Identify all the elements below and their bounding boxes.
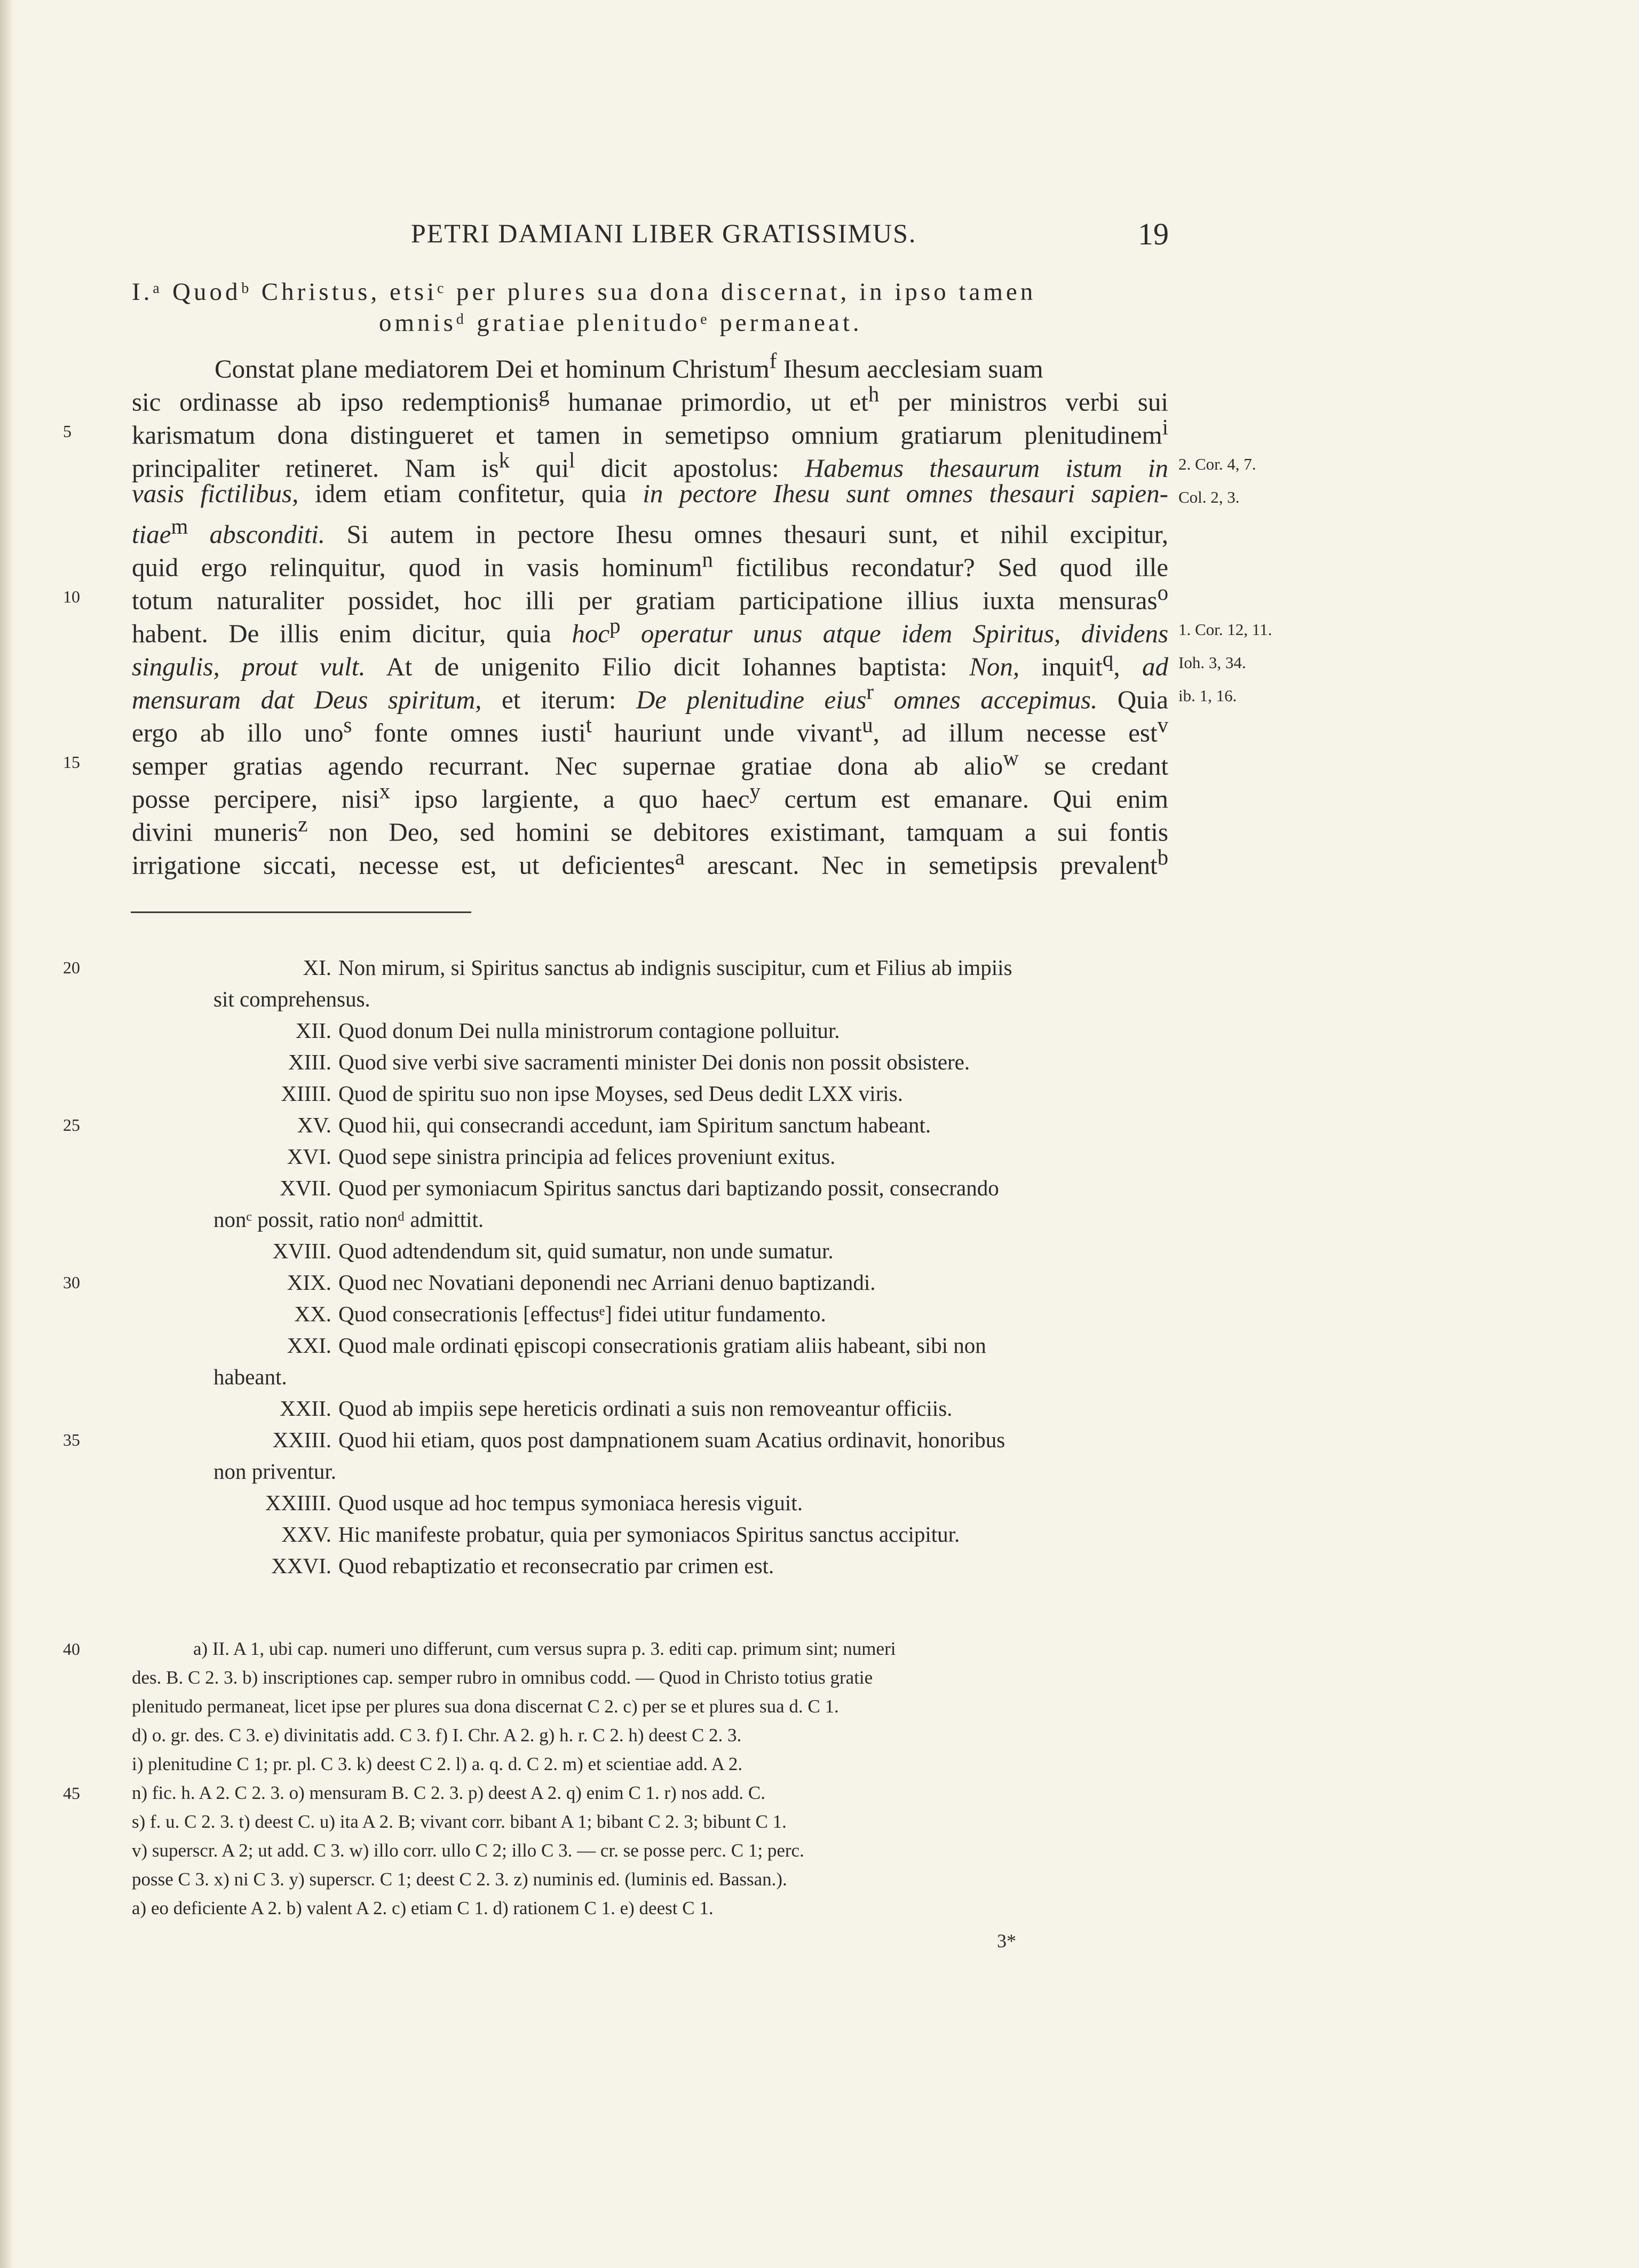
footnote-line: i) plenitudine C 1; pr. pl. C 3. k) deest C 2. l) a. q. d. C 2. m) et scientiae add. A 2.	[132, 1754, 743, 1774]
margin-reference: Col. 2, 3.	[1178, 488, 1240, 506]
footnote-line: a) II. A 1, ubi cap. numeri uno differunt, cum versus supra p. 3. editi cap. primum sint; numeri	[193, 1638, 896, 1659]
chapter-list-number: XVIII.	[272, 1239, 331, 1263]
chapter-list-text: Quod ab impiis sepe hereticis ordinati a suis non removeantur officiis.	[338, 1396, 953, 1421]
chapter-list-text: Non mirum, si Spiritus sanctus ab indignis suscipitur, cum et Filius ab impiis	[338, 955, 1012, 980]
chapter-list-text: Quod consecrationis [effectusᵉ] fidei utitur fundamento.	[338, 1302, 826, 1326]
chapter-list-number: XXIIII.	[265, 1490, 331, 1515]
chapter-list-continuation: habeant.	[213, 1365, 287, 1389]
body-line: divini muneris$^z$ non Deo, sed homini se debitores existimant, tamquam a sui fontis	[132, 812, 1168, 847]
footnote-line: n) fic. h. A 2. C 2. 3. o) mensuram B. C 2. 3. p) deest A 2. q) enim C 1. r) nos add. C.	[132, 1782, 765, 1803]
footnote-line: d) o. gr. des. C 3. e) divinitatis add. C 3. f) I. Chr. A 2. g) h. r. C 2. h) deest C 2. 3.	[132, 1725, 742, 1746]
chapter-list-text: Quod usque ad hoc tempus symoniaca heresis viguit.	[338, 1490, 803, 1515]
body-line: mensuram dat Deus spiritum, et iterum: De plenitudine eius$^r$ omnes accepimus. Quia	[132, 680, 1169, 715]
line-number: 45	[63, 1783, 80, 1803]
chapter-list-number: XXI.	[287, 1333, 331, 1358]
chapter-list-number: XIIII.	[281, 1081, 331, 1106]
chapter-list-text: Quod sepe sinistra principia ad felices proveniunt exitus.	[338, 1144, 836, 1169]
footnote-line: plenitudo permaneat, licet ipse per plures sua dona discernat C 2. c) per se et plures sua d. C 1.	[132, 1696, 839, 1717]
chapter-list-number: XXVI.	[271, 1553, 331, 1578]
chapter-list-continuation: nonᶜ possit, ratio nonᵈ admittit.	[213, 1207, 484, 1232]
margin-reference: ib. 1, 16.	[1178, 686, 1237, 705]
signature-mark: 3*	[997, 1930, 1016, 1952]
body-line: irrigatione siccati, necesse est, ut deficientes$^a$ arescant. Nec in semetipsis prevalent$^b$	[132, 845, 1168, 880]
running-header: PETRI DAMIANI LIBER GRATISSIMUS.	[411, 218, 917, 248]
body-line: vasis fictilibus, idem etiam confitetur, quia in pectore Ihesu sunt omnes thesauri sapien-	[132, 479, 1168, 508]
body-line: posse percipere, nisi$^x$ ipso largiente, a quo haec$^y$ certum est emanare. Qui enim	[132, 779, 1168, 814]
line-number: 40	[63, 1639, 80, 1659]
footnote-line: posse C 3. x) ni C 3. y) superscr. C 1; deest C 2. 3. z) numinis ed. (luminis ed. Bassan.).	[132, 1869, 787, 1890]
margin-reference: 2. Cor. 4, 7.	[1178, 455, 1256, 473]
line-number: 20	[63, 958, 80, 977]
chapter-list-number: XII.	[295, 1018, 331, 1043]
line-number: 25	[63, 1115, 80, 1135]
page-number: 19	[1138, 217, 1169, 251]
chapter-list-number: XIII.	[288, 1050, 331, 1074]
chapter-list-text: Quod hii etiam, quos post dampnationem suam Acatius ordinavit, honoribus	[338, 1428, 1005, 1452]
body-line: principaliter retineret. Nam $is^k$ qui$^l$ dicit apostolus: Habemus thesaurum istum in	[132, 448, 1169, 483]
chapter-list-number: XVI.	[287, 1144, 331, 1169]
line-number: 35	[63, 1430, 80, 1449]
body-line: sic ordinasse ab ipso redemptionis$^g$ humanae primordio, ut $et^h$ per ministros verbi sui	[132, 382, 1168, 417]
body-line: ergo ab illo uno$^s$ fonte omnes iusti$^t$ hauriunt unde vivant$^u$, ad illum necesse est$^v$	[132, 713, 1168, 748]
line-number: 30	[63, 1273, 80, 1292]
chapter-list-text: Quod adtendendum sit, quid sumatur, non unde sumatur.	[338, 1239, 834, 1263]
body-line: Constat plane mediatorem Dei et hominum Christum$^f$ Ihesum aecclesiam suam	[215, 349, 1043, 384]
chapter-list-number: XIX.	[287, 1270, 331, 1295]
chapter-list-number: XXII.	[280, 1396, 331, 1421]
body-line: karismatum dona distingueret et tamen in semetipso omnium gratiarum plenitudinem$^i$	[132, 415, 1168, 450]
chapter-list-text: Quod nec Novatiani deponendi nec Arriani denuo baptizandi.	[338, 1270, 876, 1295]
body-line: habent. De illis enim dicitur, quia hoc$^p$ operatur unus atque idem Spiritus, dividens	[132, 614, 1169, 648]
chapter-list-text: Quod de spiritu suo non ipse Moyses, sed Deus dedit LXX viris.	[338, 1081, 903, 1106]
chapter-list-text: Quod donum Dei nulla ministrorum contagione polluitur.	[338, 1018, 840, 1043]
chapter-list-number: XV.	[297, 1113, 331, 1137]
chapter-list-number: XVII.	[280, 1176, 331, 1200]
margin-reference: 1. Cor. 12, 11.	[1178, 620, 1272, 639]
chapter-list-text: Hic manifeste probatur, quia per symoniacos Spiritus sanctus accipitur.	[338, 1522, 960, 1547]
chapter-list-text: Quod hii, qui consecrandi accedunt, iam Spiritum sanctum habeant.	[338, 1113, 931, 1137]
body-line: tiae$^m$ absconditi. Si autem in pectore Ihesu omnes thesauri sunt, et nihil excipitur,	[132, 514, 1168, 549]
chapter-heading-line2: omnisᵈ gratiae plenitudoᵉ permaneat.	[379, 309, 862, 337]
body-line: totum naturaliter possidet, hoc illi per gratiam participatione illius iuxta mensuras$^o$	[132, 581, 1168, 615]
chapter-heading-line1: I.ᵃ Quodᵇ Christus, etsiᶜ per plures sua dona discernat, in ipso tamen	[132, 278, 1036, 306]
line-number: 5	[63, 422, 72, 441]
chapter-list-number: XI.	[303, 955, 331, 980]
line-number: 15	[63, 752, 80, 772]
line-number: 10	[63, 587, 80, 606]
chapter-list-text: Quod male ordinati ępiscopi consecrationis gratiam aliis habeant, sibi non	[338, 1333, 986, 1358]
body-line: quid ergo relinquitur, quod in vasis hominum$^n$ fictilibus recondatur? Sed quod ille	[132, 548, 1168, 582]
footnote-line: a) eo deficiente A 2. b) valent A 2. c) etiam C 1. d) rationem C 1. e) deest C 1.	[132, 1898, 714, 1918]
chapter-list-number: XXIII.	[272, 1428, 331, 1452]
chapter-list-text: Quod per symoniacum Spiritus sanctus dari baptizando possit, consecrando	[338, 1176, 999, 1200]
chapter-list-number: XX.	[294, 1302, 331, 1326]
footnote-line: s) f. u. C 2. 3. t) deest C. u) ita A 2. B; vivant corr. bibant A 1; bibant C 2. 3; bibunt C 1.	[132, 1811, 787, 1832]
chapter-list-continuation: sit comprehensus.	[213, 987, 370, 1011]
body-line: singulis, prout vult. At de unigenito Filio dicit Iohannes baptista: Non, inquit$^q$, ad	[132, 647, 1168, 681]
footnote-line: v) superscr. A 2; ut add. C 3. w) illo corr. ullo C 2; illo C 3. — cr. se posse perc. C 1; perc.	[132, 1840, 804, 1861]
body-line: semper gratias agendo recurrant. Nec supernae gratiae dona ab alio$^w$ se credant	[132, 746, 1168, 781]
book-spine-shadow	[0, 0, 14, 2268]
margin-reference: Ioh. 3, 34.	[1178, 653, 1246, 672]
chapter-list-continuation: non priventur.	[213, 1459, 337, 1484]
chapter-list-text: Quod rebaptizatio et reconsecratio par crimen est.	[338, 1553, 774, 1578]
chapter-list-number: XXV.	[281, 1522, 331, 1547]
separator-rule	[131, 911, 471, 913]
footnote-line: des. B. C 2. 3. b) inscriptiones cap. semper rubro in omnibus codd. — Quod in Christo totius gratie	[132, 1667, 873, 1688]
chapter-list-text: Quod sive verbi sive sacramenti minister Dei donis non possit obsistere.	[338, 1050, 970, 1074]
